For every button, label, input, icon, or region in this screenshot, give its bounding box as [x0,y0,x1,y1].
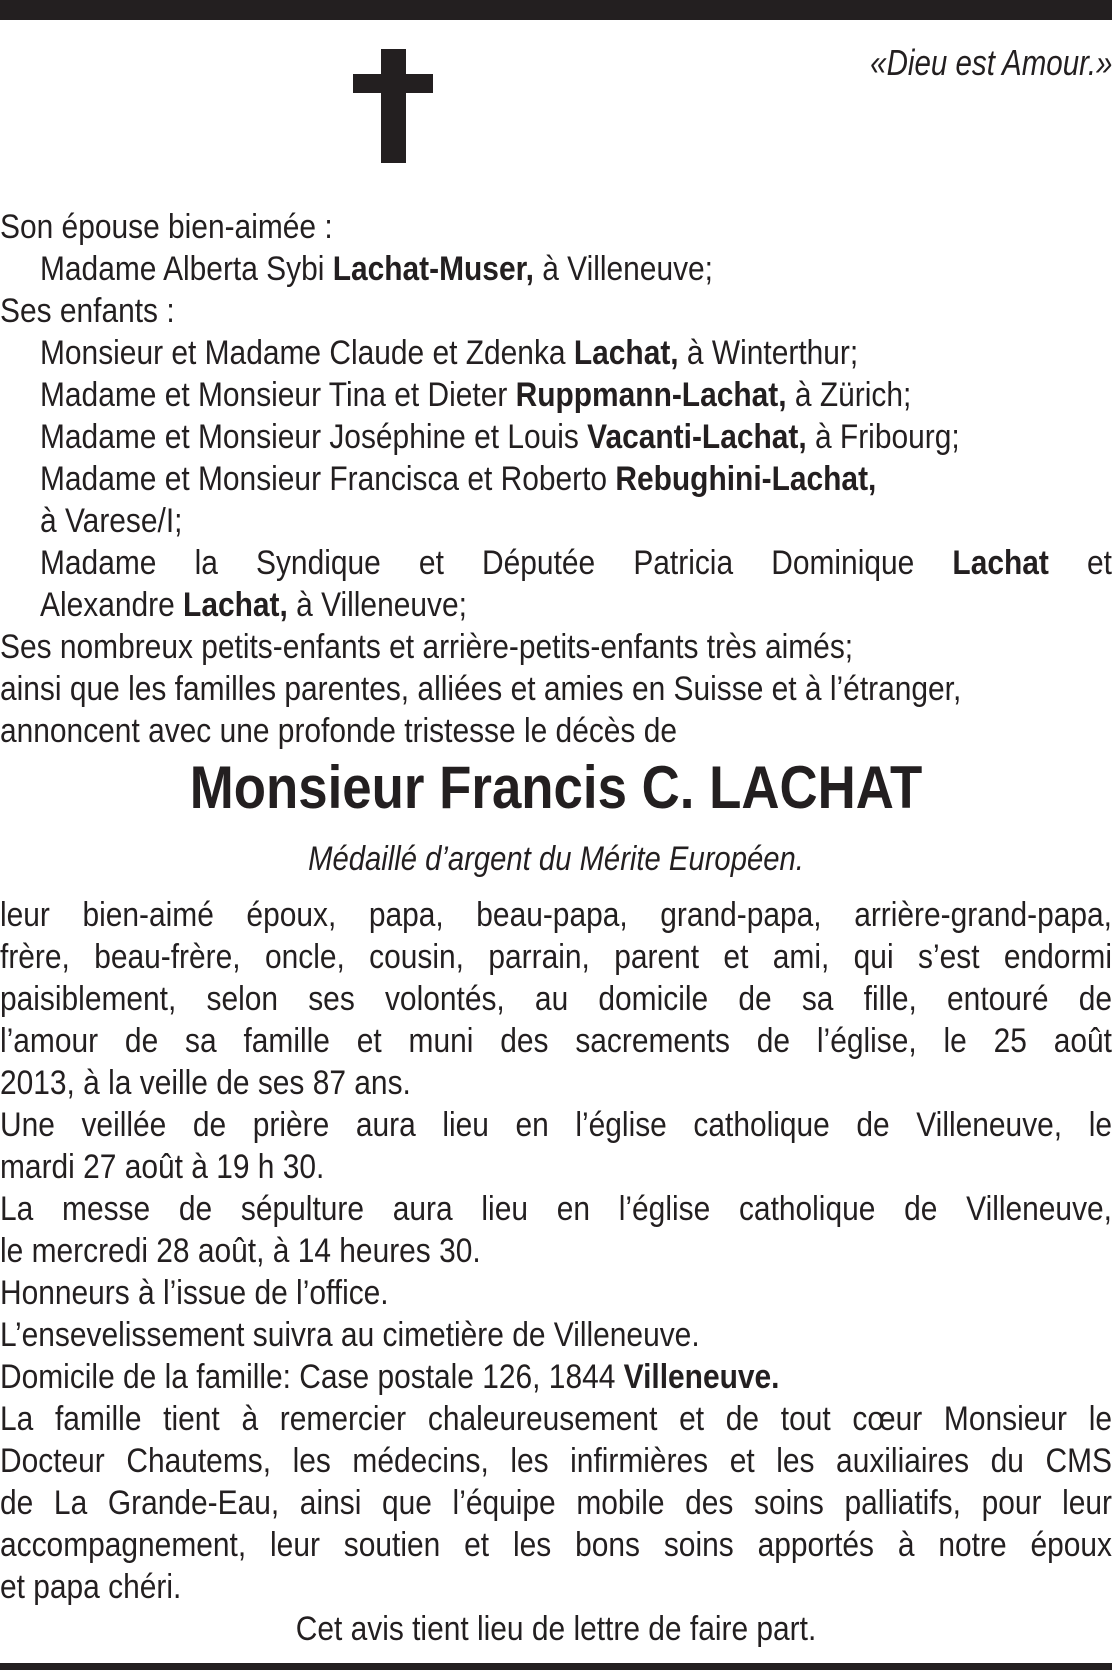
bold-name: Ruppmann-Lachat, [515,376,787,414]
text-segment: Alexandre [39,586,184,624]
deceased-name: Monsieur Francis C. LACHAT [189,754,923,821]
text-segment: à Varese/I; [39,502,183,540]
text-line [0,1524,1112,1566]
text-segment: accompagnement, leur soutien et les bons soins apportés à notre époux [0,1526,1112,1564]
text-line [0,894,1112,936]
text-segment: Madame et Monsieur Joséphine et Louis [39,418,588,456]
text-segment: Domicile de la famille: Case postale 126, 1844 [0,1358,624,1396]
text-segment: Madame et Monsieur Francisca et Roberto [39,460,616,498]
text-segment: à Villeneuve; [533,250,714,288]
text-line [0,1062,1112,1104]
text-line [0,1314,1112,1356]
text-line [0,1566,1112,1608]
text-line [0,1608,1112,1650]
text-line [0,1230,1112,1272]
text-segment: à Villeneuve; [287,586,467,624]
text-segment: mardi 27 août à 19 h 30. [0,1148,325,1186]
deceased-distinction: Médaillé d’argent du Mérite Européen. [308,840,804,878]
top-rule [0,0,1112,20]
family-list [0,206,1112,752]
bold-name: Rebughini-Lachat, [615,460,877,498]
text-line [0,710,1112,752]
text-segment: Ses nombreux petits-enfants et arrière-petits-enfants très aimés; [0,628,854,666]
text-segment: le mercredi 28 août, à 14 heures 30. [0,1232,481,1270]
notice-body [0,894,1112,1650]
motto: «Dieu est Amour.» [869,42,1112,83]
text-line [0,206,1112,248]
text-line [0,668,1112,710]
text-segment: et [1048,544,1112,582]
text-line [0,1440,1112,1482]
text-segment: à Fribourg; [806,418,960,456]
bottom-rule [0,1663,1112,1670]
text-line [0,584,1112,626]
text-segment: Madame Alberta Sybi [39,250,333,288]
text-line [0,416,1112,458]
text-segment: Madame et Monsieur Tina et Dieter [39,376,516,414]
cross-arm [353,74,433,93]
text-line [0,978,1112,1020]
text-segment: La famille tient à remercier chaleureusement et de tout cœur Monsieur le [0,1400,1112,1438]
text-segment: La messe de sépulture aura lieu en l’église catholique de Villeneuve, [0,1190,1112,1228]
bold-name: Lachat, [183,586,288,624]
text-segment: paisiblement, selon ses volontés, au domicile de sa fille, entouré de [0,980,1112,1018]
text-line [0,626,1112,668]
text-segment: Honneurs à l’issue de l’office. [0,1274,389,1312]
text-line [0,248,1112,290]
text-line [0,1146,1112,1188]
text-line [0,290,1112,332]
text-segment: l’amour de sa famille et muni des sacrements de l’église, le 25 août [0,1022,1112,1060]
text-segment: frère, beau-frère, oncle, cousin, parrain, parent et ami, qui s’est endormi [0,938,1112,976]
bold-name: Lachat, [573,334,679,372]
text-line [0,500,1112,542]
text-line [0,1188,1112,1230]
text-segment: Ses enfants : [0,292,175,330]
text-line [0,332,1112,374]
bold-name: Vacanti-Lachat, [587,418,807,456]
text-segment: Son épouse bien-aimée : [0,208,333,246]
cross-stem [381,49,406,163]
text-segment: à Winterthur; [678,334,859,372]
text-line [0,1356,1112,1398]
text-line [0,374,1112,416]
text-line [0,1104,1112,1146]
text-line [0,1398,1112,1440]
text-segment: à Zürich; [786,376,912,414]
text-segment: annoncent avec une profonde tristesse le décès de [0,712,677,750]
text-segment: 2013, à la veille de ses 87 ans. [0,1064,411,1102]
text-segment: Monsieur et Madame Claude et Zdenka [39,334,574,372]
bold-name: Lachat [952,544,1049,582]
text-line [0,458,1112,500]
text-segment: de La Grande-Eau, ainsi que l’équipe mobile des soins palliatifs, pour leur [0,1484,1112,1522]
text-line [0,1272,1112,1314]
text-line [0,1482,1112,1524]
text-segment: Docteur Chautems, les médecins, les infirmières et les auxiliaires du CMS [0,1442,1112,1480]
text-segment: Une veillée de prière aura lieu en l’église catholique de Villeneuve, le [0,1106,1112,1144]
bold-name: Villeneuve. [623,1358,780,1396]
text-segment: Madame la Syndique et Députée Patricia Dominique [39,544,953,582]
text-line [0,542,1112,584]
bold-name: Lachat-Muser, [332,250,534,288]
text-segment: et papa chéri. [0,1568,182,1606]
text-segment: L’ensevelissement suivra au cimetière de Villeneuve. [0,1316,700,1354]
text-line [0,936,1112,978]
text-segment: Cet avis tient lieu de lettre de faire part. [295,1610,817,1648]
text-segment: leur bien-aimé époux, papa, beau-papa, grand-papa, arrière-grand-papa, [0,896,1112,934]
text-line [0,1020,1112,1062]
text-segment: ainsi que les familles parentes, alliées et amies en Suisse et à l’étranger, [0,670,962,708]
